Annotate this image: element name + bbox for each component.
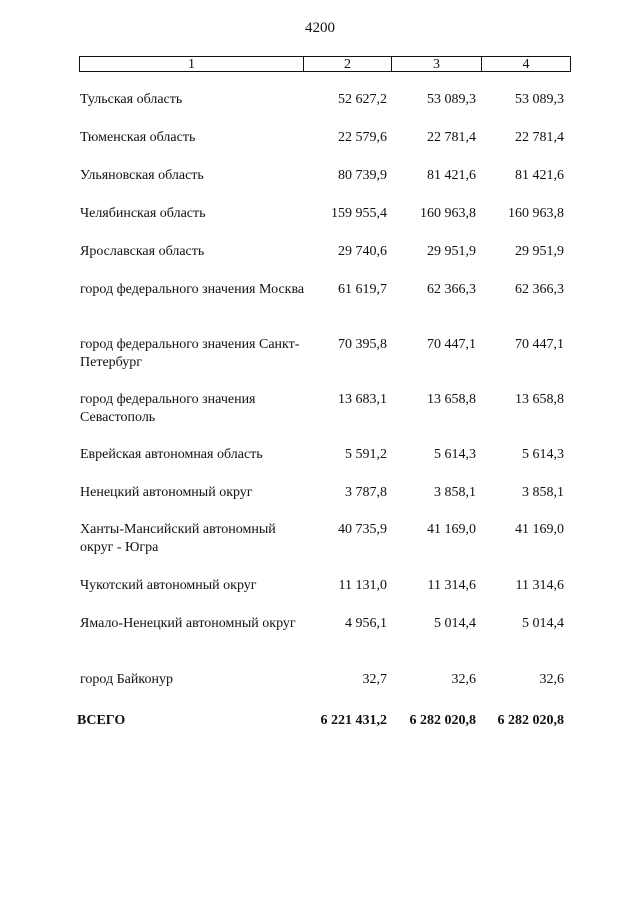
value-col3: 32,6: [451, 672, 476, 687]
value-col2: 11 131,0: [338, 578, 387, 593]
total-col4: 6 282 020,8: [497, 713, 564, 728]
total-col2: 6 221 431,2: [320, 713, 387, 728]
column-header-row: [79, 56, 571, 72]
value-col3: 3 858,1: [434, 485, 476, 500]
region-name: город Байконур: [80, 672, 173, 687]
value-col3: 41 169,0: [427, 522, 476, 537]
value-col4: 160 963,8: [508, 206, 564, 221]
value-col4: 81 421,6: [515, 168, 564, 183]
value-col4: 62 366,3: [515, 282, 564, 297]
region-name: город федерального значения Москва: [80, 282, 305, 297]
region-name: Челябинская область: [80, 206, 206, 221]
region-name: Еврейская автономная область: [80, 447, 263, 462]
value-col3: 62 366,3: [427, 282, 476, 297]
value-col2: 159 955,4: [331, 206, 387, 221]
value-col4: 41 169,0: [515, 522, 564, 537]
total-label: ВСЕГО: [77, 713, 126, 728]
value-col2: 52 627,2: [338, 92, 387, 107]
value-col4: 11 314,6: [515, 578, 564, 593]
column-header-3: 3: [392, 57, 482, 71]
value-col2: 61 619,7: [338, 282, 387, 297]
value-col3: 11 314,6: [427, 578, 476, 593]
value-col4: 5 614,3: [522, 447, 564, 462]
region-name: Чукотский автономный округ: [80, 578, 257, 593]
column-header-1: 1: [80, 57, 304, 71]
value-col4: 29 951,9: [515, 244, 564, 259]
value-col2: 70 395,8: [338, 337, 387, 352]
value-col3: 160 963,8: [420, 206, 476, 221]
value-col4: 53 089,3: [515, 92, 564, 107]
region-name: Ненецкий автономный округ: [80, 485, 253, 500]
region-name: город федерального значения Санкт-Петербург: [80, 337, 300, 370]
value-col2: 4 956,1: [345, 616, 387, 631]
value-col2: 32,7: [362, 672, 387, 687]
value-col4: 32,6: [539, 672, 564, 687]
value-col2: 29 740,6: [338, 244, 387, 259]
column-header-4: 4: [522, 57, 530, 72]
value-col3: 53 089,3: [427, 92, 476, 107]
value-col4: 70 447,1: [515, 337, 564, 352]
region-name: Ханты-Мансийский автономный округ - Югра: [80, 522, 276, 555]
value-col3: 5 014,4: [434, 616, 476, 631]
total-col3: 6 282 020,8: [409, 713, 476, 728]
column-header-2: 2: [304, 57, 392, 71]
value-col3: 5 614,3: [434, 447, 476, 462]
value-col2: 13 683,1: [338, 392, 387, 407]
value-col2: 40 735,9: [338, 522, 387, 537]
value-col3: 81 421,6: [427, 168, 476, 183]
region-name: Тульская область: [80, 92, 183, 107]
value-col2: 3 787,8: [345, 485, 387, 500]
value-col3: 22 781,4: [427, 130, 476, 145]
region-name: Ямало-Ненецкий автономный округ: [80, 616, 296, 631]
value-col3: 13 658,8: [427, 392, 476, 407]
value-col2: 22 579,6: [338, 130, 387, 145]
value-col3: 70 447,1: [427, 337, 476, 352]
value-col2: 5 591,2: [345, 447, 387, 462]
region-name: Тюменская область: [80, 130, 196, 145]
value-col4: 5 014,4: [522, 616, 564, 631]
value-col2: 80 739,9: [338, 168, 387, 183]
value-col4: 13 658,8: [515, 392, 564, 407]
page-number: 4200: [305, 20, 335, 36]
region-name: город федерального значения Севастополь: [80, 392, 256, 425]
value-col3: 29 951,9: [427, 244, 476, 259]
value-col4: 22 781,4: [515, 130, 564, 145]
value-col4: 3 858,1: [522, 485, 564, 500]
region-name: Ульяновская область: [80, 168, 204, 183]
region-name: Ярославская область: [80, 244, 205, 259]
